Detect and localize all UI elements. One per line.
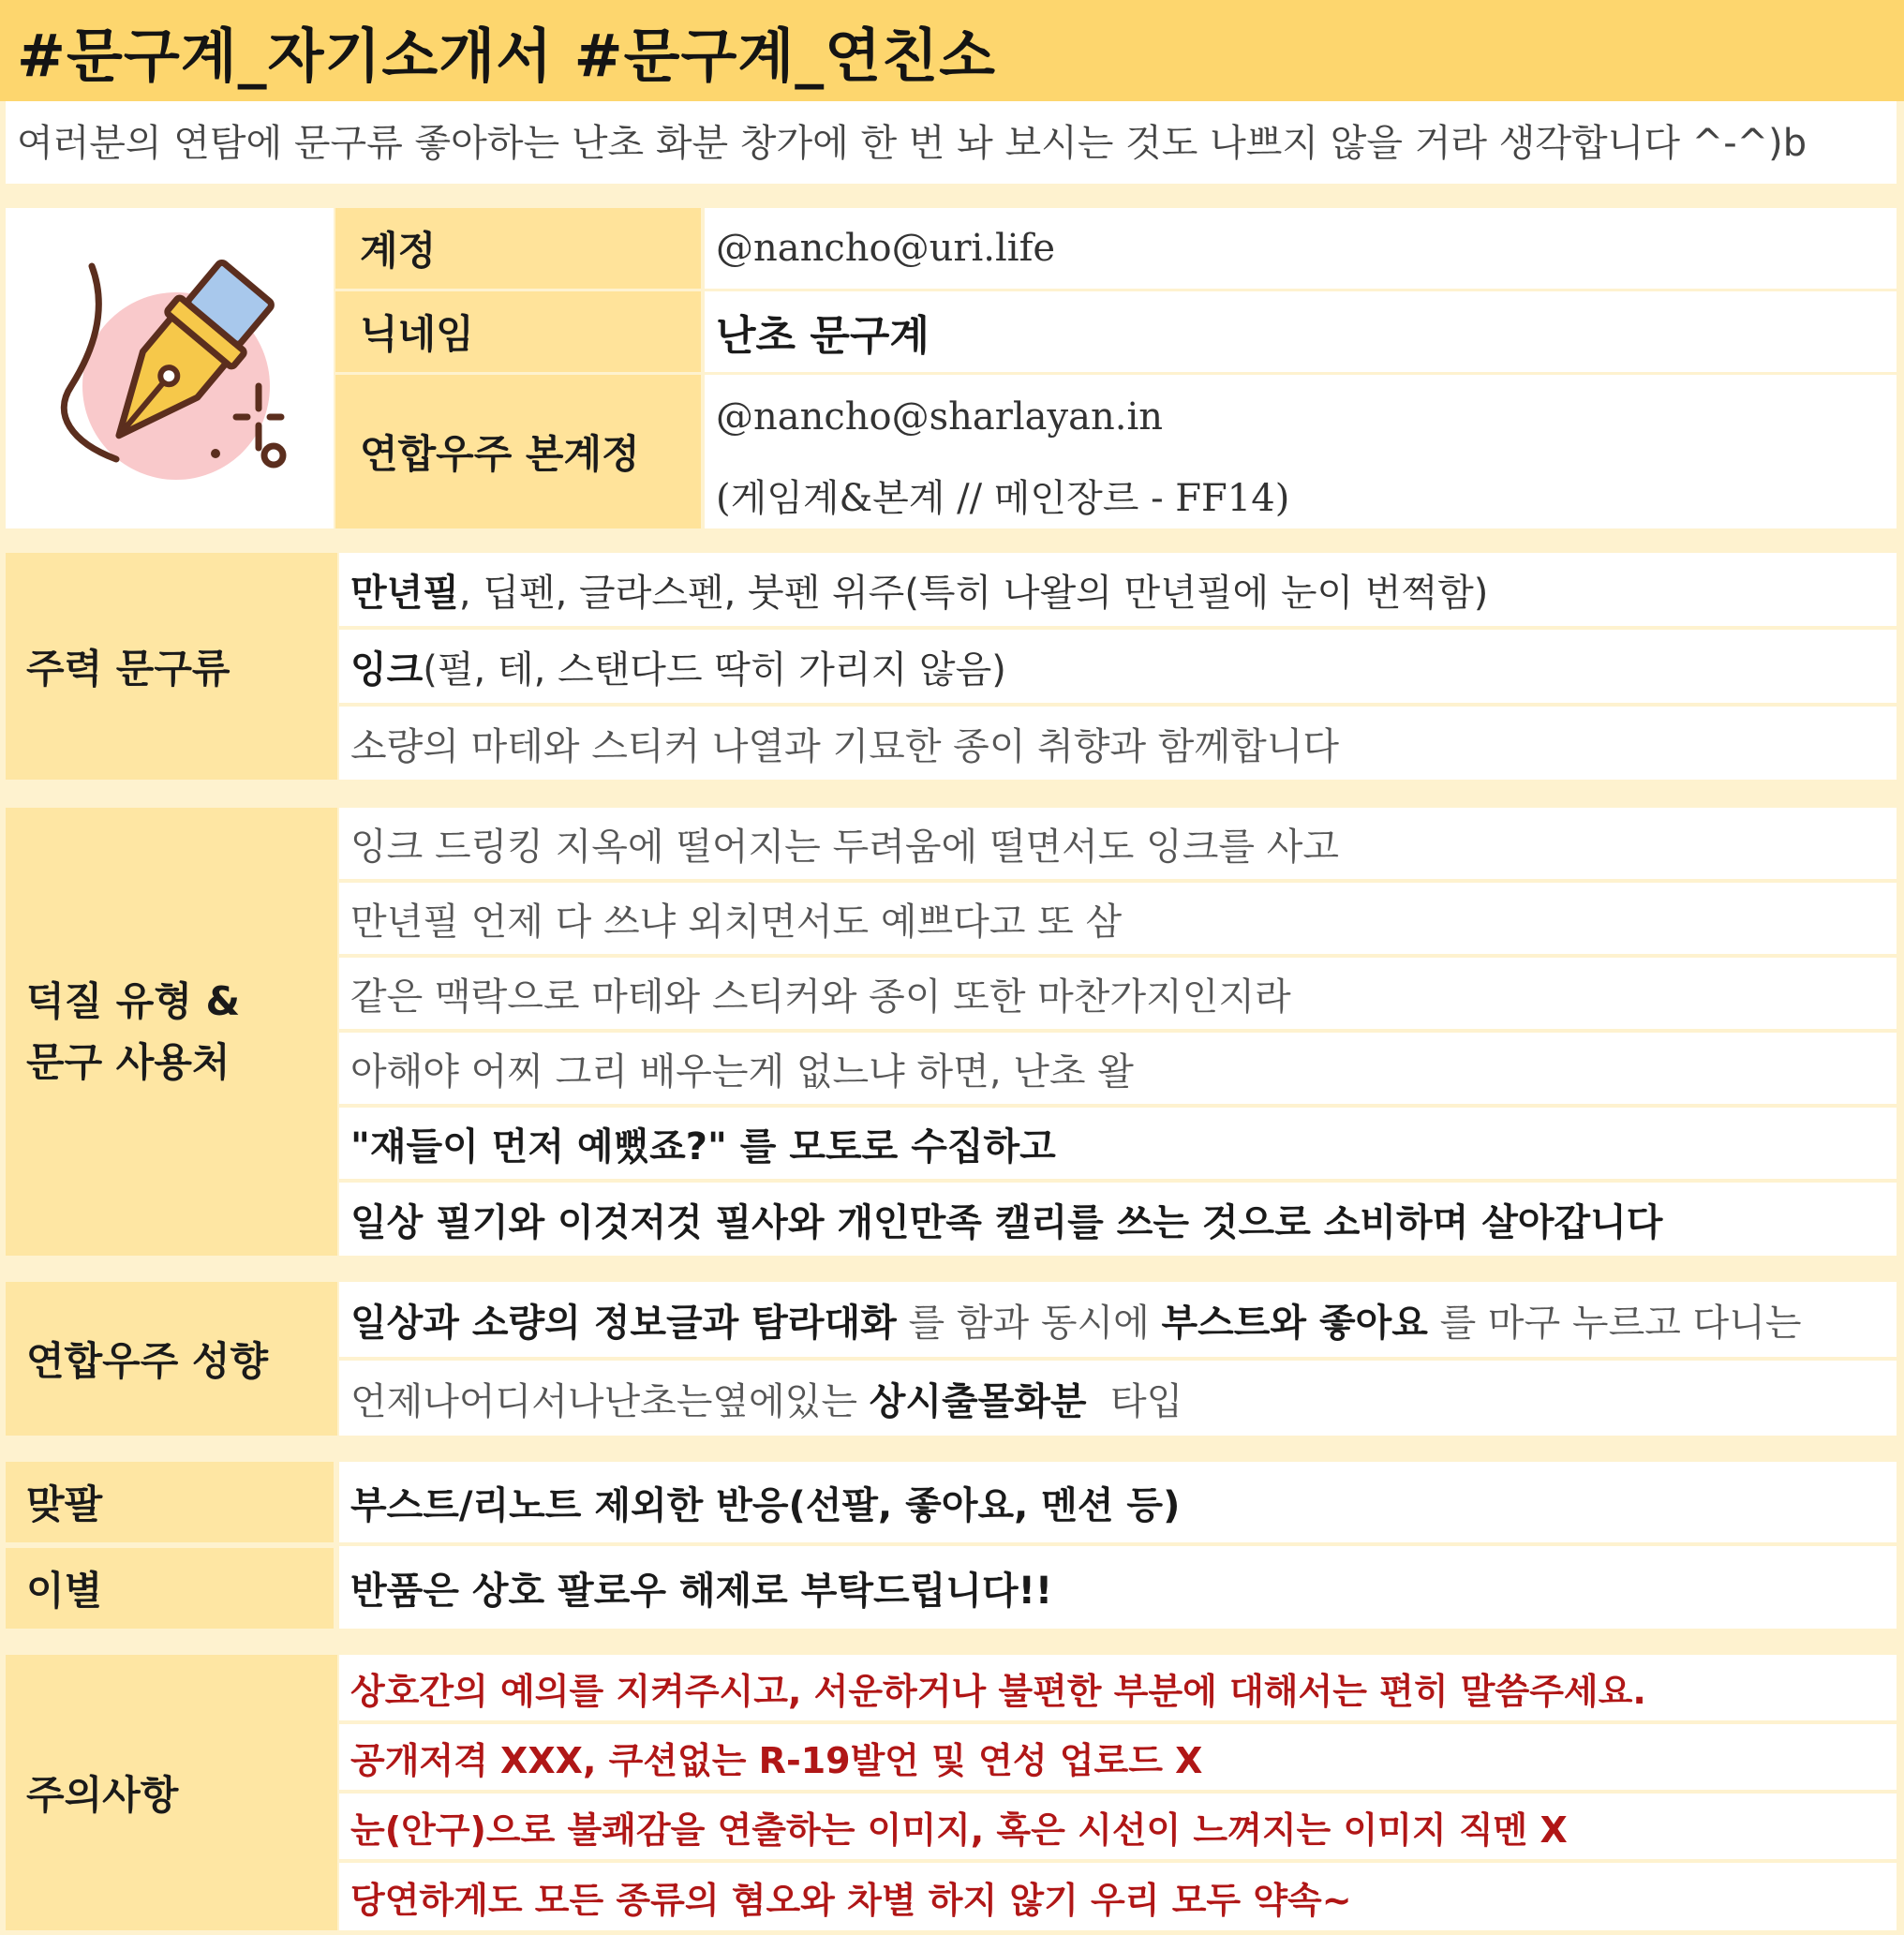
main-account-note: (게임계&본계 // 메인장르 - FF14) [716,477,1290,520]
account-value[interactable] [705,208,1897,289]
intro-text: 여러분의 연탐에 문구류 좋아하는 난초 화분 창가에 한 번 놔 보시는 것도 나쁘지 않을 거라 생각합니다 ^-^)b [6,101,1897,184]
stationery-row-3-text: 소량의 마테와 스티커 나열과 기묘한 종이 취향과 함께합니다 [350,724,1340,768]
main-account-value [705,375,1897,528]
fediverse-row-2 [339,1361,1897,1436]
fediverse-row-1-text-1: 를 함과 동시에 [896,1301,1162,1345]
fandom-row-text: 같은 맥락으로 마테와 스티커와 종이 또한 마찬가지인지라 [350,975,1291,1019]
stationery-row-1-bold: 만년필 [350,571,459,615]
caution-row [339,1724,1897,1790]
fediverse-row-2-text-1: 언제나어디서나난초는옆에있는 [350,1379,870,1423]
fandom-label-line-1: 덕질 유형 & [26,977,241,1024]
fediverse-row-1-bold-1: 일상과 소량의 정보글과 탐라대화 [350,1301,897,1345]
follow-label [6,1462,334,1542]
fandom-row [339,958,1897,1029]
profile-icon-cell [6,208,334,528]
stationery-row-2-bold: 잉크 [350,647,424,692]
stationery-row-2-text: (펄, 테, 스탠다드 딱히 가리지 않음) [423,647,1006,692]
cautions-label-text: 주의사항 [26,1772,179,1818]
fandom-row-text: 만년필 언제 다 쓰냐 외치면서도 예쁘다고 또 삼 [350,900,1123,944]
account-label [335,208,701,289]
stationery-label [6,553,337,780]
unfollow-label [6,1548,334,1629]
fediverse-row-1-bold-2: 부스트와 좋아요 [1161,1301,1428,1345]
stationery-row-1 [339,553,1897,626]
fandom-row-text: 아해야 어찌 그리 배우는게 없느냐 하면, 난초 왈 [350,1049,1134,1094]
fandom-row-text: "쟤들이 먼저 예뻤죠?" 를 모토로 수집하고 [350,1124,1056,1168]
caution-row [339,1655,1897,1720]
fediverse-label-text: 연합우주 성향 [26,1338,269,1384]
fediverse-row-1-text-2: 를 마구 누르고 다니는 [1427,1301,1802,1345]
caution-row-text: 눈(안구)으로 불쾌감을 연출하는 이미지, 혹은 시선이 느껴지는 이미지 직멘 X [350,1808,1568,1851]
fandom-label-line-2: 문구 사용처 [26,1039,231,1085]
cautions-label [6,1655,337,1930]
fediverse-row-1 [339,1282,1897,1357]
follow-value [339,1462,1897,1542]
caution-row [339,1863,1897,1930]
nickname-value-text: 난초 문구계 [716,312,930,360]
caution-row [339,1794,1897,1859]
stationery-row-3 [339,707,1897,780]
fandom-row-text: 일상 필기와 이것저것 필사와 개인만족 캘리를 쓰는 것으로 소비하며 살아갑니다 [350,1200,1663,1244]
follow-value-text: 부스트/리노트 제외한 반응(선팔, 좋아요, 멘션 등) [350,1483,1181,1527]
fediverse-label [6,1282,337,1436]
main-account-label-text: 연합우주 본계정 [360,431,640,477]
account-value-text: @nancho@uri.life [716,227,1056,270]
caution-row-text: 공개저격 XXX, 쿠션없는 R-19발언 및 연성 업로드 X [350,1739,1203,1781]
fountain-pen-icon [6,208,334,528]
stationery-row-1-text: , 딥펜, 글라스펜, 붓펜 위주(특히 나왈의 만년필에 눈이 번쩍함) [458,571,1489,615]
fandom-row-text: 잉크 드링킹 지옥에 떨어지는 두려움에 떨면서도 잉크를 사고 [350,825,1340,869]
fandom-row [339,1108,1897,1179]
fandom-label [6,808,337,1256]
fandom-row [339,1183,1897,1256]
nickname-label [335,291,701,372]
follow-label-text: 맞팔 [26,1481,103,1527]
unfollow-value-text: 반품은 상호 팔로우 해제로 부탁드립니다!! [350,1569,1053,1613]
nickname-value [705,291,1897,372]
fediverse-row-2-text-2: 타입 [1086,1379,1183,1423]
caution-row-text: 상호간의 예의를 지켜주시고, 서운하거나 불편한 부분에 대해서는 편히 말씀주세요. [350,1670,1646,1712]
account-label-text: 계정 [360,228,437,274]
nickname-label-text: 닉네임 [360,311,474,357]
fediverse-row-2-bold: 상시출몰화분 [869,1379,1087,1423]
fandom-row [339,1033,1897,1104]
stationery-row-2 [339,630,1897,703]
caution-row-text: 당연하게도 모든 종류의 혐오와 차별 하지 않기 우리 모두 약속~ [350,1879,1352,1921]
fandom-row [339,808,1897,879]
page-title: #문구계_자기소개서 #문구계_연친소 [0,0,1904,101]
stationery-label-text: 주력 문구류 [26,646,231,692]
main-account-label [335,375,701,528]
unfollow-label-text: 이별 [26,1568,103,1614]
main-account-link[interactable]: @nancho@sharlayan.in [716,395,1163,439]
fandom-row [339,883,1897,954]
unfollow-value [339,1546,1897,1629]
